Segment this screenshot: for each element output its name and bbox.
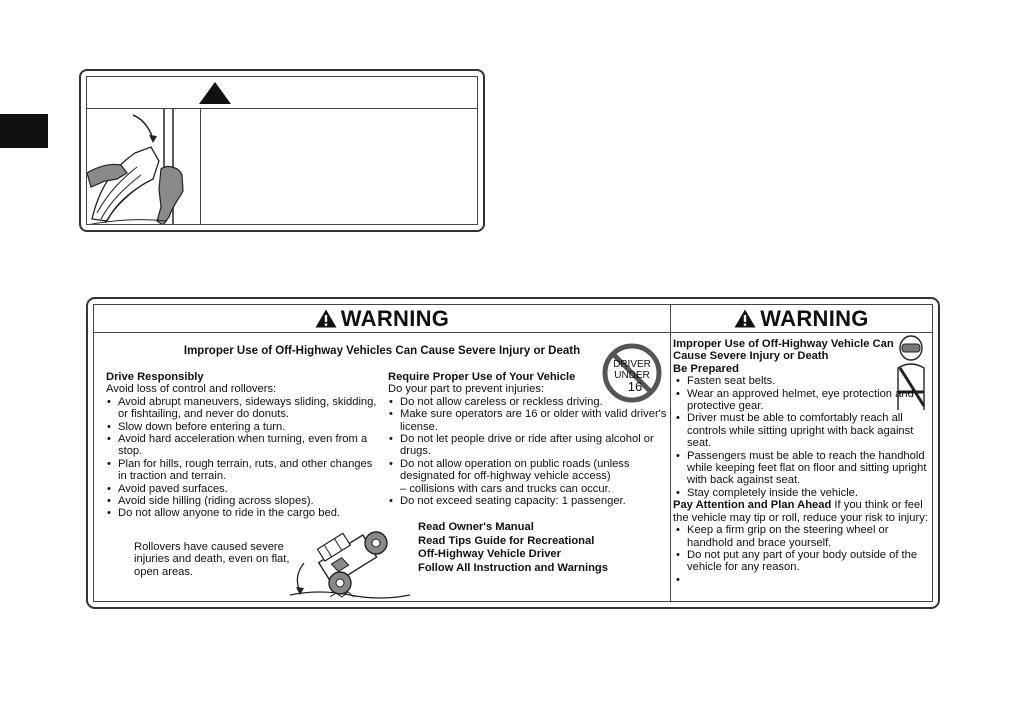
handhold-label-frame (86, 76, 478, 225)
list-item: • Make sure operators are 16 or older with valid driver's license. (388, 408, 670, 433)
right-warning-title (734, 305, 869, 331)
list-item: • Avoid paved surfaces. (106, 483, 378, 495)
list-item: • Do not let people drive or ride after using alcohol or drugs. (388, 433, 670, 458)
right-headline-1: Improper Use of Off-Highway Vehicle Can (673, 338, 894, 350)
list-item: • Passengers must be able to reach the handhold while keeping feet flat on floor and sitting upright with back against seat. (673, 450, 931, 487)
left-warning-word: WARNING (340, 305, 450, 331)
warning-triangle-icon (315, 309, 337, 328)
be-prepared-heading: Be Prepared (673, 362, 739, 375)
right-title-band (671, 305, 932, 333)
left-title-band (94, 305, 670, 333)
list-item: • Do not allow careless or reckless driving. (388, 396, 670, 408)
be-prepared-list (673, 375, 931, 499)
list-item: • Avoid hard acceleration when turning, even from a stop. (106, 433, 378, 458)
collision-note: – collisions with cars and trucks can occur. (400, 482, 611, 495)
drive-responsibly-list (106, 396, 378, 520)
list-item: • Driver must be able to comfortably reach all controls while sitting upright with back against seat. (673, 412, 931, 449)
right-headline-2: Cause Severe Injury or Death (673, 350, 829, 363)
list-item: • Wear an approved helmet, eye protection and protective gear. (673, 388, 931, 413)
hand-on-handhold-illustration (87, 109, 201, 224)
read-line-3: Off-Highway Vehicle Driver (418, 548, 561, 561)
left-warning-title (315, 305, 450, 331)
read-line-1: Read Owner's Manual (418, 521, 534, 533)
warning-panel-left (94, 305, 671, 601)
require-proper-use-heading: Require Proper Use of Your Vehicle (388, 371, 576, 383)
drive-responsibly-intro: Avoid loss of control and rollovers: (106, 383, 277, 396)
list-item: • Keep a firm grip on the steering wheel or handhold and brace yourself. (673, 524, 931, 549)
page-tab-marker (0, 114, 48, 148)
no-driver-line3: 16 (627, 379, 643, 394)
no-driver-line2: UNDER (614, 370, 650, 381)
warning-triangle-icon (734, 309, 756, 328)
require-proper-use-list (388, 396, 670, 483)
handhold-warning-label (79, 69, 485, 232)
list-item: • Do not allow anyone to ride in the cargo bed. (106, 507, 378, 519)
right-panel-content (673, 338, 931, 574)
read-manual-block (418, 521, 608, 575)
pay-attention-text: If you think or feel the vehicle may tip or roll, reduce your risk to injury: (673, 499, 928, 524)
list-item: • Do not allow operation on public roads (unless designated for off-highway vehicle access) (388, 458, 670, 483)
list-item: • Avoid side hilling (riding across slopes). (106, 495, 378, 507)
rollover-vehicle-illustration (290, 523, 410, 606)
left-headline: Improper Use of Off-Highway Vehicles Can Cause Severe Injury or Death (183, 345, 581, 357)
no-driver-under-16-sign (602, 343, 662, 408)
no-driver-line1: DRIVER (613, 359, 651, 370)
list-item: • Stay completely inside the vehicle. (673, 487, 931, 499)
list-item: • Plan for hills, rough terrain, ruts, and other changes in traction and terrain. (106, 458, 378, 483)
list-item: • Fasten seat belts. (673, 375, 931, 387)
warning-label-frame (93, 304, 933, 602)
warning-panel-right (671, 305, 932, 601)
read-line-4: Follow All Instruction and Warnings (418, 561, 608, 574)
read-line-2: Read Tips Guide for Recreational (418, 534, 595, 547)
rollover-caption: Rollovers have caused severe injuries and death, even on flat, open areas. (134, 541, 290, 578)
right-warning-word: WARNING (760, 305, 869, 331)
handhold-label-text-area (201, 109, 477, 224)
pay-attention-heading: Pay Attention and Plan Ahead (673, 499, 832, 512)
seating-capacity-list (388, 495, 670, 507)
require-proper-use-intro: Do your part to prevent injuries: (388, 383, 545, 396)
pay-attention-list (673, 524, 931, 574)
list-item: • Avoid abrupt maneuvers, sideways sliding, skidding, or fishtailing, and never do donuts. (106, 396, 378, 421)
list-item: • Do not put any part of your body outside of the vehicle for any reason. (673, 549, 931, 574)
ohv-warning-label (86, 297, 940, 609)
drive-responsibly-heading: Drive Responsibly (106, 371, 204, 383)
warning-triangle-icon (198, 81, 232, 105)
drive-responsibly-section (106, 371, 378, 520)
pay-attention-paragraph (673, 499, 931, 524)
list-item: • Slow down before entering a turn. (106, 421, 378, 433)
list-item: • Do not exceed seating capacity: 1 passenger. (388, 495, 670, 507)
handhold-label-header (87, 77, 477, 109)
